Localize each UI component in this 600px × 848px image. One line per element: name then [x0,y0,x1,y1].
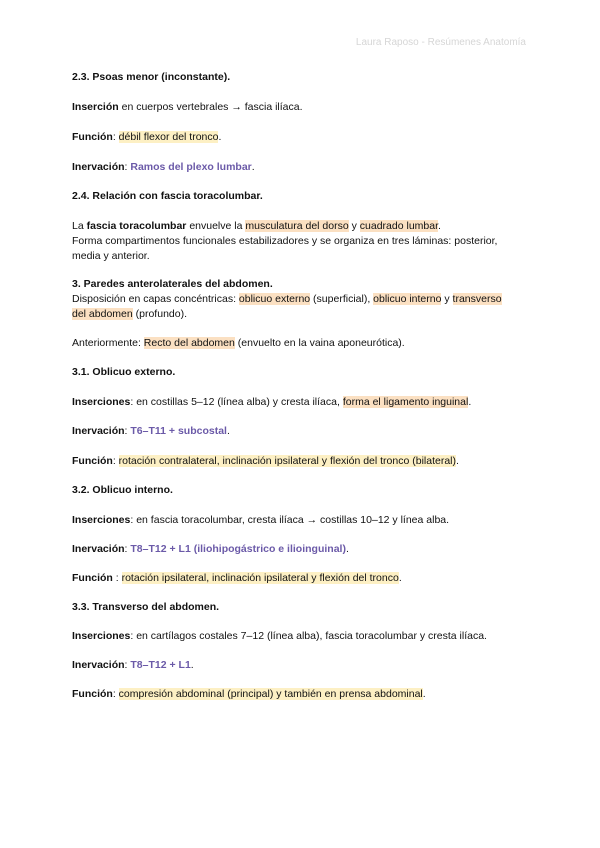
function-label: Función [72,455,113,467]
insertion-line [72,395,471,410]
insertion-line [72,513,449,528]
separator: : [112,455,119,467]
section-heading-2-4: 2.4. Relación con fascia toracolumbar. [72,190,263,202]
section-heading-3-3: 3.3. Transverso del abdomen. [72,601,220,613]
innervation-line [72,658,194,673]
highlight-term: cuadrado lumbar [359,220,438,232]
paragraph-line [72,336,405,351]
separator: : [124,161,131,173]
punctuation: . [345,543,349,555]
function-highlight: rotación contralateral, inclinación ipsilateral y flexión del tronco (bilateral) [118,455,457,467]
punctuation: . [438,220,441,232]
innervation-value: T6–T11 + subcostal [130,425,227,437]
separator: : [112,688,119,700]
highlight-term: musculatura del dorso [245,220,349,232]
innervation-value: Ramos del plexo lumbar [130,161,252,173]
insertion-line [72,100,303,115]
paragraph-line: media y anterior. [72,250,150,262]
section-heading-3-2: 3.2. Oblicuo interno. [72,484,173,496]
insertion-text: : en cartílagos costales 7–12 (línea alba), fascia toracolumbar y cresta ilíaca. [130,630,487,642]
highlight-term: del abdomen [72,308,133,320]
innervation-label: Inervación [72,543,125,555]
function-highlight: débil flexor del tronco [118,131,219,143]
section-heading-2-3: 2.3. Psoas menor (inconstante). [72,71,231,83]
function-line [72,130,221,145]
innervation-label: Inervación [72,659,125,671]
separator: : [124,425,131,437]
text: (superficial), [310,293,374,305]
function-label: Función [72,131,113,143]
innervation-value: T8–T12 + L1 (iliohipogástrico e ilioinguinal) [130,543,346,555]
innervation-value: T8–T12 + L1 [130,659,191,671]
section-heading-3-1: 3.1. Oblicuo externo. [72,366,176,378]
insertion-text: en cuerpos vertebrales → fascia ilíaca. [118,101,303,113]
function-line [72,687,426,702]
separator: : [112,572,122,584]
highlight-term: Recto del abdomen [143,337,235,349]
innervation-line [72,160,255,175]
innervation-label: Inervación [72,425,125,437]
function-label: Función [72,572,113,584]
punctuation: . [218,131,222,143]
punctuation: . [190,659,194,671]
page-header: Laura Raposo - Resúmenes Anatomía [355,37,526,48]
insertion-label: Inserciones [72,630,131,642]
insertion-line [72,629,487,644]
paragraph-line [72,307,187,322]
text: y [348,220,360,232]
text: Disposición en capas concéntricas: [72,293,239,305]
bold-term: fascia toracolumbar [86,220,187,232]
insertion-text: : en costillas 5–12 (línea alba) y cresta ilíaca, [130,396,343,408]
highlight-term: oblicuo externo [238,293,311,305]
function-highlight: compresión abdominal (principal) y también en prensa abdominal [118,688,423,700]
innervation-line [72,424,230,439]
punctuation: . [226,425,230,437]
section-heading-3: 3. Paredes anterolaterales del abdomen. [72,278,273,290]
separator: : [112,131,119,143]
text: (profundo). [132,308,187,320]
function-line [72,571,402,586]
highlight-term: oblicuo interno [373,293,442,305]
paragraph-line: Forma compartimentos funcionales estabilizadores y se organiza en tres láminas: posterior, [72,235,498,247]
insertion-label: Inserciones [72,514,131,526]
highlight-term: transverso [452,293,502,305]
paragraph-line [72,292,502,307]
function-line [72,454,459,469]
separator: : [124,659,131,671]
text: y [441,293,453,305]
paragraph-line [72,219,441,234]
insertion-label: Inserción [72,101,119,113]
punctuation: . [422,688,426,700]
text: (envuelto en la vaina aponeurótica). [234,337,405,349]
text: envuelve la [186,220,246,232]
insertion-label: Inserciones [72,396,131,408]
insertion-highlight: forma el ligamento inguinal [342,396,469,408]
separator: : [124,543,131,555]
text: Anteriormente: [72,337,144,349]
punctuation: . [456,455,459,467]
punctuation: . [251,161,255,173]
text: La [72,220,87,232]
function-highlight: rotación ipsilateral, inclinación ipsilateral y flexión del tronco [121,572,399,584]
function-label: Función [72,688,113,700]
punctuation: . [468,396,472,408]
punctuation: . [398,572,402,584]
innervation-label: Inervación [72,161,125,173]
innervation-line [72,542,349,557]
insertion-text: : en fascia toracolumbar, cresta ilíaca → costillas 10–12 y línea alba. [130,514,450,526]
